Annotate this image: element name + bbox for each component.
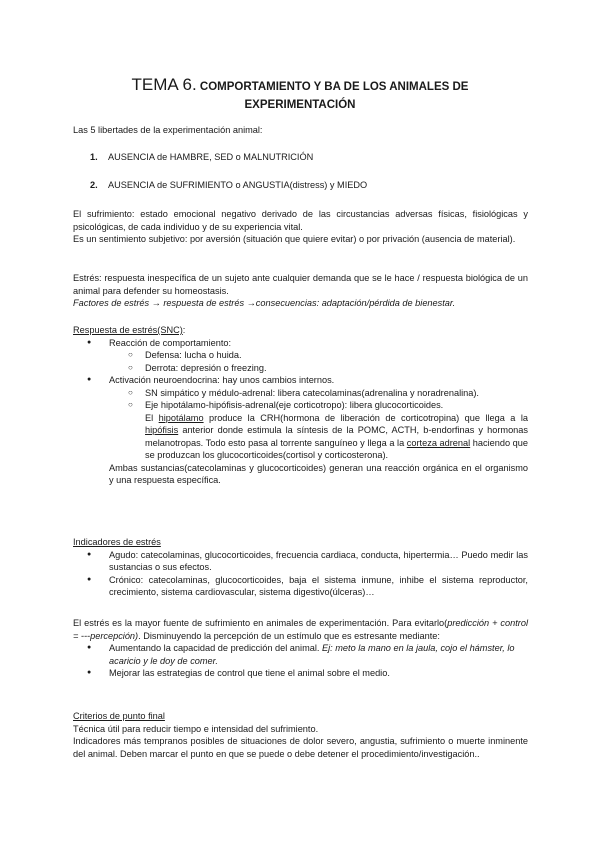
title-prefix: TEMA 6.	[131, 75, 197, 94]
sufrimiento-subjetivo: Es un sentimiento subjetivo: por aversión (situación que quiere evitar) o por privación (ausencia de material).	[73, 234, 516, 244]
document-title	[90, 76, 510, 114]
libertad-number: 1.	[90, 152, 98, 162]
list-item: ● Crónico: catecolaminas, glucocorticoides, baja el sistema inmune, inhibe el sistema reproductor, crecimiento, sistema cardiovascular, sistema digestivo(úlceras)…	[73, 574, 528, 599]
list-item: ● Reacción de comportamiento:	[73, 337, 528, 350]
estres-block	[73, 272, 528, 310]
list-item: ● Activación neuroendocrina: hay unos cambios internos.	[73, 374, 528, 387]
criterios-section	[73, 710, 528, 760]
libertad-text: AUSENCIA de HAMBRE, SED o MALNUTRICIÓN	[108, 152, 314, 162]
libertad-item-1	[90, 151, 313, 163]
text-run: produce la CRH(hormona de liberación de corticotropina) que llega a la	[203, 412, 528, 423]
text-run: Aumentando la capacidad de predicción del animal.	[109, 643, 322, 653]
indicadores-section	[73, 536, 528, 599]
list-item: ● Mejorar las estrategias de control que tiene el animal sobre el medio.	[73, 667, 528, 680]
fuente-paragraph	[73, 617, 528, 642]
libertad-text: AUSENCIA de SUFRIMIENTO o ANGUSTIA(distress) y MIEDO	[108, 180, 368, 190]
criterios-line2: Indicadores más tempranos posibles de situaciones de dolor severo, angustia, sufrimiento o muerte inminente del animal. Deben marcar el punto en que se puede o debe detener el procedimiento/investigación..	[73, 736, 528, 759]
sufrimiento-def: El sufrimiento: estado emocional negativo derivado de las circustancias adversas físicas, fisiológicas y psicológicas, de cada individuo y de su experiencia vital.	[73, 209, 528, 232]
libertad-number: 2.	[90, 180, 98, 190]
libertades-intro: Las 5 libertades de la experimentación animal:	[73, 125, 263, 135]
list-item	[73, 642, 528, 667]
text-run: corteza adrenal	[406, 437, 471, 448]
text-run: El estrés es la mayor fuente de sufrimiento en animales de experimentación. Para evitarlo(	[73, 618, 448, 628]
list-item: ○ Eje hipotálamo-hipófisis-adrenal(eje corticotropo): libera glucocorticoides.	[73, 399, 528, 412]
respuesta-colon: :	[182, 325, 186, 335]
ambas-paragraph: Ambas sustancias(catecolaminas y glucocorticoides) generan una reacción orgánica en el organismo y una respuesta específica.	[109, 462, 528, 485]
text-run: haciendo que se produzcan los glucocorticoides(cortisol y corticosterona).	[145, 437, 528, 460]
sufrimiento-block	[73, 208, 528, 246]
text-run: . Disminuyendo la percepción de un estímulo que es estresante mediante:	[138, 630, 440, 641]
text-run: hipófisis	[145, 425, 179, 435]
text-run: hipotálamo	[158, 412, 204, 423]
criterios-line1: Técnica útil para reducir tiempo e intensidad del sufrimiento.	[73, 723, 319, 734]
text-run: Ej: meto la mano en la jaula, cojo el hámster, lo acaricio y le doy de comer.	[109, 643, 515, 666]
title-line2: EXPERIMENTACIÓN	[244, 99, 356, 111]
criterios-heading: Criterios de punto final	[73, 711, 165, 721]
text-run: predicción + control = ---percepción)	[73, 618, 528, 641]
list-item: ○ Derrota: depresión o freezing.	[73, 362, 528, 375]
text-run: anterior donde estimula la síntesis de la POMC, ACTH, b-endorfinas y hormonas melanotropas. Todo esto pasa al torrente sanguíneo y llega a la	[145, 425, 528, 448]
indicadores-heading: Indicadores de estrés	[73, 537, 161, 547]
estres-def: Estrés: respuesta inespecífica de un sujeto ante cualquier demanda que se le hace / respuesta biológica de un animal para defender su homeostasis.	[73, 273, 528, 296]
text-run: El	[145, 412, 159, 423]
respuesta-section	[73, 324, 528, 487]
respuesta-heading: Respuesta de estrés(SNC)	[73, 325, 183, 335]
list-item: ● Agudo: catecolaminas, glucocorticoides, frecuencia cardiaca, conducta, hipertermia… Puedo medir las sustancias o sus efectos.	[73, 549, 528, 574]
fuente-section	[73, 617, 528, 680]
libertad-item-2	[90, 179, 367, 191]
hipotalamo-paragraph	[73, 412, 528, 462]
list-item: ○ SN simpático y médulo-adrenal: libera catecolaminas(adrenalina y noradrenalina).	[73, 387, 528, 400]
title-rest: COMPORTAMIENTO Y BA DE LOS ANIMALES DE	[196, 81, 469, 93]
estres-factores: Factores de estrés → respuesta de estrés →consecuencias: adaptación/pérdida de bienestar.	[73, 298, 456, 308]
list-item: ○ Defensa: lucha o huida.	[73, 349, 528, 362]
